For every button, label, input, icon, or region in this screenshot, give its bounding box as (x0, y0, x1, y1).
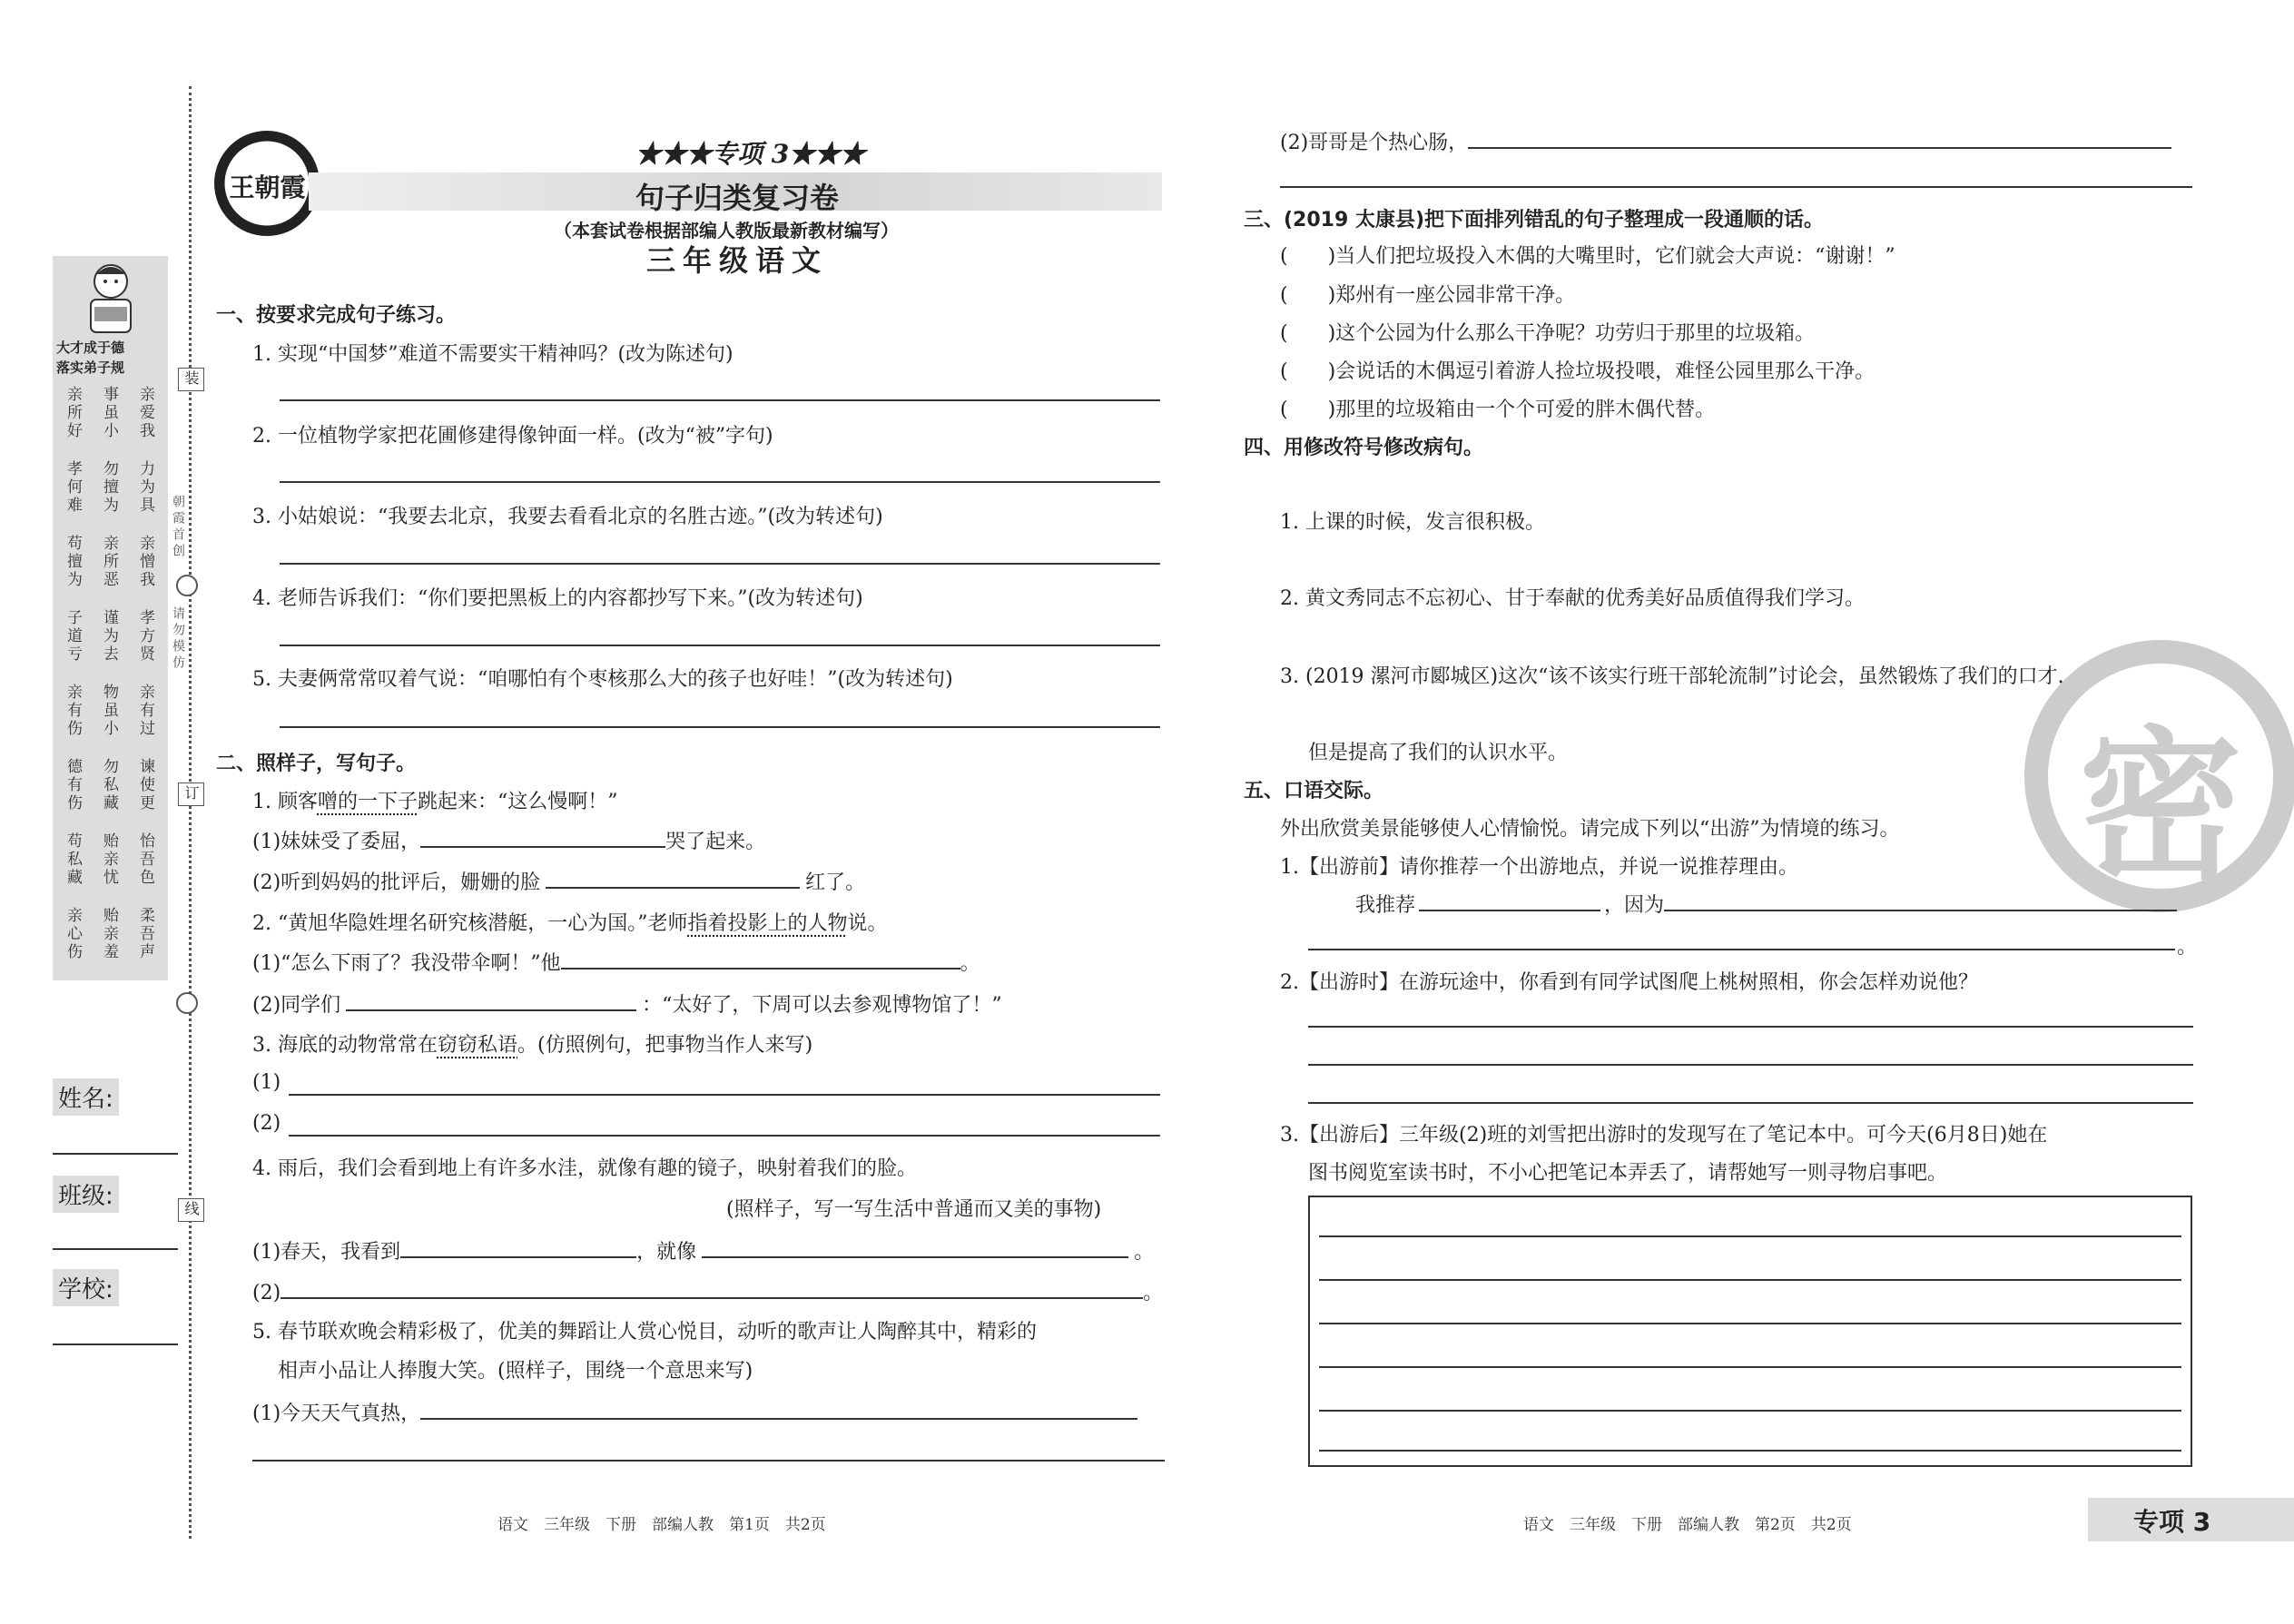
subtitle: （本套试卷根据部编人教版最新教材编写） (554, 220, 899, 241)
answer-line[interactable] (1319, 1323, 2181, 1324)
blank[interactable] (346, 1009, 636, 1011)
binding-line (189, 86, 192, 1539)
grade-title: 三年级语文 (646, 243, 829, 278)
answer-line[interactable] (280, 481, 1160, 483)
s2-q5-line1: 5. 春节联欢晚会精彩极了，优美的舞蹈让人赏心悦目，动听的歌声让人陶醉其中，精彩的 (252, 1321, 1037, 1343)
s1-q2: 2. 一位植物学家把花圃修建得像钟面一样。(改为“被”字句) (252, 425, 773, 448)
blank[interactable] (1468, 147, 2171, 149)
class-label: 班级: (53, 1176, 119, 1213)
s2-q4-1 (252, 1236, 1154, 1265)
notice-writing-box[interactable] (1308, 1196, 2192, 1467)
s2-q5-1 (252, 1398, 1137, 1426)
section-5-heading: 五、口语交际。 (1244, 780, 1384, 802)
section-2-heading: 二、照样子，写句子。 (216, 753, 417, 775)
answer-line[interactable] (252, 1460, 1165, 1462)
s2-q3-2: (2) (252, 1112, 281, 1135)
s5-q1: 1.【出游前】请你推荐一个出游地点，并说一说推荐理由。 (1280, 856, 1798, 879)
school-label: 学校: (53, 1269, 119, 1306)
answer-line[interactable] (280, 563, 1160, 565)
text: (2)哥哥是个热心肠， (1280, 132, 1469, 154)
s2-q1-2 (252, 867, 865, 895)
page-title: 句子归类复习卷 (635, 181, 840, 215)
text: 2. “黄旭华隐姓埋名研究核潜艇，一心为国。”老师 (252, 912, 688, 935)
text: 。 (1143, 1282, 1164, 1304)
section-4-heading: 四、用修改符号修改病句。 (1244, 437, 1484, 459)
answer-line[interactable] (1319, 1366, 2181, 1368)
s5-q2: 2.【出游时】在游玩途中，你看到有同学试图爬上桃树照相，你会怎样劝说他？ (1280, 971, 1978, 994)
motto-column: 亲所恶 (100, 535, 118, 589)
tick-2: 订 (178, 782, 204, 806)
footer-tag: 专项 3 (2133, 1507, 2211, 1537)
s3-item: ( )郑州有一座公园非常干净。 (1280, 284, 1576, 307)
s4-item: 但是提高了我们的认识水平。 (1308, 742, 1569, 764)
motto-column: 亲所好 (64, 386, 82, 440)
text: ，就像 (636, 1241, 697, 1264)
copyright-1: 朝霞首创 (171, 495, 185, 560)
motto-column: 苟擅为 (64, 535, 82, 589)
text: 。 (1134, 1241, 1155, 1264)
answer-line[interactable] (1308, 1026, 2193, 1028)
motto-column: 物虽小 (100, 684, 118, 738)
motto-column: 贻亲羞 (100, 907, 118, 961)
motto-column: 亲有过 (136, 684, 154, 738)
blank[interactable] (702, 1256, 1128, 1258)
motto-column: 事虽小 (100, 386, 118, 440)
section-1-heading: 一、按要求完成句子练习。 (216, 304, 457, 327)
text: (1)今天天气真热， (252, 1403, 421, 1425)
mascot-icon (82, 261, 140, 336)
s2-q1-b: 跳起来：“这么慢啊！” (418, 791, 618, 813)
logo-text: 王朝霞 (229, 172, 306, 202)
text: (1)妹妹受了委屈， (252, 831, 421, 853)
blank[interactable] (561, 968, 960, 969)
answer-line[interactable] (280, 399, 1160, 401)
tick-1: 装 (178, 368, 204, 391)
motto-column: 勿擅为 (100, 460, 118, 515)
s2-q2 (252, 908, 888, 936)
motto-column: 孝方贤 (136, 609, 154, 664)
text: 3. 海底的动物常常在 (252, 1034, 438, 1057)
answer-line[interactable] (280, 645, 1160, 646)
footer-left: 语文 三年级 下册 部编人教 第1页 共2页 (497, 1516, 826, 1534)
name-label: 姓名: (53, 1078, 119, 1116)
text: (1)“怎么下雨了？我没带伞啊！”他 (252, 952, 561, 975)
s5-q3-line2: 图书阅览室读书时，不小心把笔记本弄丢了，请帮她写一则寻物启事吧。 (1308, 1162, 1948, 1185)
class-line[interactable] (53, 1248, 178, 1250)
motto-right: 落实弟子规 (56, 359, 125, 376)
s4-item: 3. (2019 漯河市郾城区)这次“该不该实行班干部轮流制”讨论会，虽然锻炼了我们的口才， (1280, 665, 2078, 688)
s5-q3-line1: 3.【出游后】三年级(2)班的刘雪把出游时的发现写在了笔记本中。可今天(6月8日)她在 (1280, 1124, 2048, 1147)
s2-q2-2 (252, 989, 1002, 1018)
motto-column: 德有伤 (64, 758, 82, 812)
blank[interactable] (420, 1418, 1137, 1420)
blank[interactable] (281, 1297, 1143, 1299)
blank[interactable] (400, 1256, 636, 1258)
blank[interactable] (1664, 910, 2177, 911)
s3-item: ( )会说话的木偶逗引着游人捡垃圾投喂，难怪公园里那么干净。 (1280, 360, 1876, 383)
motto-column: 力为具 (136, 460, 154, 515)
blank[interactable] (546, 887, 800, 889)
s2-q4-2 (252, 1277, 1163, 1305)
answer-line[interactable] (289, 1135, 1160, 1137)
s2-q2-1 (252, 948, 980, 976)
answer-line[interactable] (1319, 1235, 2181, 1237)
text: (1)春天，我看到 (252, 1241, 401, 1264)
motto-column: 谏使更 (136, 758, 154, 812)
motto-column: 怡吾色 (136, 832, 154, 887)
answer-line[interactable] (1319, 1279, 2181, 1281)
answer-line[interactable] (289, 1094, 1160, 1096)
blank[interactable] (420, 846, 665, 848)
answer-line[interactable] (1308, 1064, 2193, 1066)
s2-q4: 4. 雨后，我们会看到地上有许多水洼，就像有趣的镜子，映射着我们的脸。 (252, 1157, 917, 1180)
text: (2)听到妈妈的批评后，姗姗的脸 (252, 871, 541, 894)
motto-column: 亲爱我 (136, 386, 154, 440)
name-line[interactable] (53, 1153, 178, 1155)
s2-q1-a: 1. 顾客 (252, 791, 318, 813)
answer-line[interactable] (1319, 1410, 2181, 1412)
s4-item: 2. 黄文秀同志不忘初心、甘于奉献的优秀美好品质值得我们学习。 (1280, 587, 1865, 610)
copyright-2: 请勿模仿 (171, 606, 185, 672)
s2-q4-note: (照样子，写一写生活中普通而又美的事物) (726, 1198, 1102, 1221)
motto-column: 勿私藏 (100, 758, 118, 812)
s3-item: ( )这个公园为什么那么干净呢？功劳归于那里的垃圾箱。 (1280, 322, 1816, 345)
s1-q4: 4. 老师告诉我们：“你们要把黑板上的内容都抄写下来。”(改为转述句) (252, 587, 863, 610)
dotted-text: 窃窃私语 (437, 1034, 517, 1057)
text: (2)同学们 (252, 994, 341, 1017)
s2-q1-1 (252, 826, 765, 854)
s2-q1-dotted: 噌的一下子 (317, 791, 418, 813)
motto-column: 亲憎我 (136, 535, 154, 589)
top-item (1280, 127, 2171, 155)
special-label: ★★★专项 3★★★ (635, 139, 866, 169)
dotted-text: 指着投影上的人物 (687, 912, 848, 935)
section-3-heading: 三、(2019 太康县)把下面排列错乱的句子整理成一段通顺的话。 (1244, 209, 1825, 231)
footer-right: 语文 三年级 下册 部编人教 第2页 共2页 (1523, 1516, 1852, 1534)
answer-line[interactable] (1319, 1450, 2181, 1452)
text: 哭了起来。 (665, 831, 766, 853)
blank[interactable] (1419, 910, 1600, 911)
motto-column: 子道亏 (64, 609, 82, 664)
s1-q5: 5. 夫妻俩常常叹着气说：“咱哪怕有个枣核那么大的孩子也好哇！”(改为转述句) (252, 668, 953, 691)
school-line[interactable] (53, 1343, 178, 1345)
ring-icon (176, 992, 198, 1014)
s2-q1 (252, 786, 618, 814)
tick-3: 线 (178, 1198, 204, 1222)
s5-q1-answer (1355, 890, 2177, 918)
motto-left: 大才成于德 (56, 340, 125, 356)
motto-column: 贻亲忧 (100, 832, 118, 887)
text: (2) (252, 1282, 281, 1304)
ring-icon (176, 575, 198, 596)
motto-column: 谨为去 (100, 609, 118, 664)
text: 红了。 (805, 871, 866, 894)
s3-item: ( )当人们把垃圾投入木偶的大嘴里时，它们就会大声说：“谢谢！” (1280, 245, 1895, 268)
s4-item: 1. 上课的时候，发言很积极。 (1280, 511, 1545, 534)
text: ，因为 (1604, 894, 1665, 917)
s1-q3: 3. 小姑娘说：“我要去北京，我要去看看北京的名胜古迹。”(改为转述句) (252, 506, 883, 528)
s2-q3-1: (1) (252, 1071, 281, 1094)
motto-column: 柔吾声 (136, 907, 154, 961)
s5-intro: 外出欣赏美景能够使人心情愉悦。请完成下列以“出游”为情境的练习。 (1280, 818, 1900, 841)
answer-line[interactable] (280, 726, 1160, 728)
motto-column: 孝何难 (64, 460, 82, 515)
motto-column: 亲心伤 (64, 907, 82, 961)
s3-item: ( )那里的垃圾箱由一个个可爱的胖木偶代替。 (1280, 399, 1716, 421)
s5-q1-end: 。 (2177, 936, 2198, 959)
s1-q1: 1. 实现“中国梦”难道不需要实干精神吗？(改为陈述句) (252, 343, 733, 366)
stamp-text: 密 (2079, 711, 2243, 902)
text: 。(仿照例句，把事物当作人来写) (517, 1034, 813, 1057)
answer-line[interactable] (1308, 949, 2175, 950)
s2-q5-line2: 相声小品让人捧腹大笑。(照样子，围绕一个意思来写) (278, 1360, 753, 1383)
s2-q3 (252, 1029, 812, 1058)
motto-column: 亲有伤 (64, 684, 82, 738)
text: ：“太好了，下周可以去参观博物馆了！” (642, 994, 1002, 1017)
answer-line[interactable] (1308, 1102, 2193, 1104)
text: 说。 (847, 912, 888, 935)
answer-line[interactable] (1280, 186, 2192, 188)
text: 我推荐 (1355, 894, 1416, 917)
motto-column: 苟私藏 (64, 832, 82, 887)
text: 。 (960, 952, 980, 975)
